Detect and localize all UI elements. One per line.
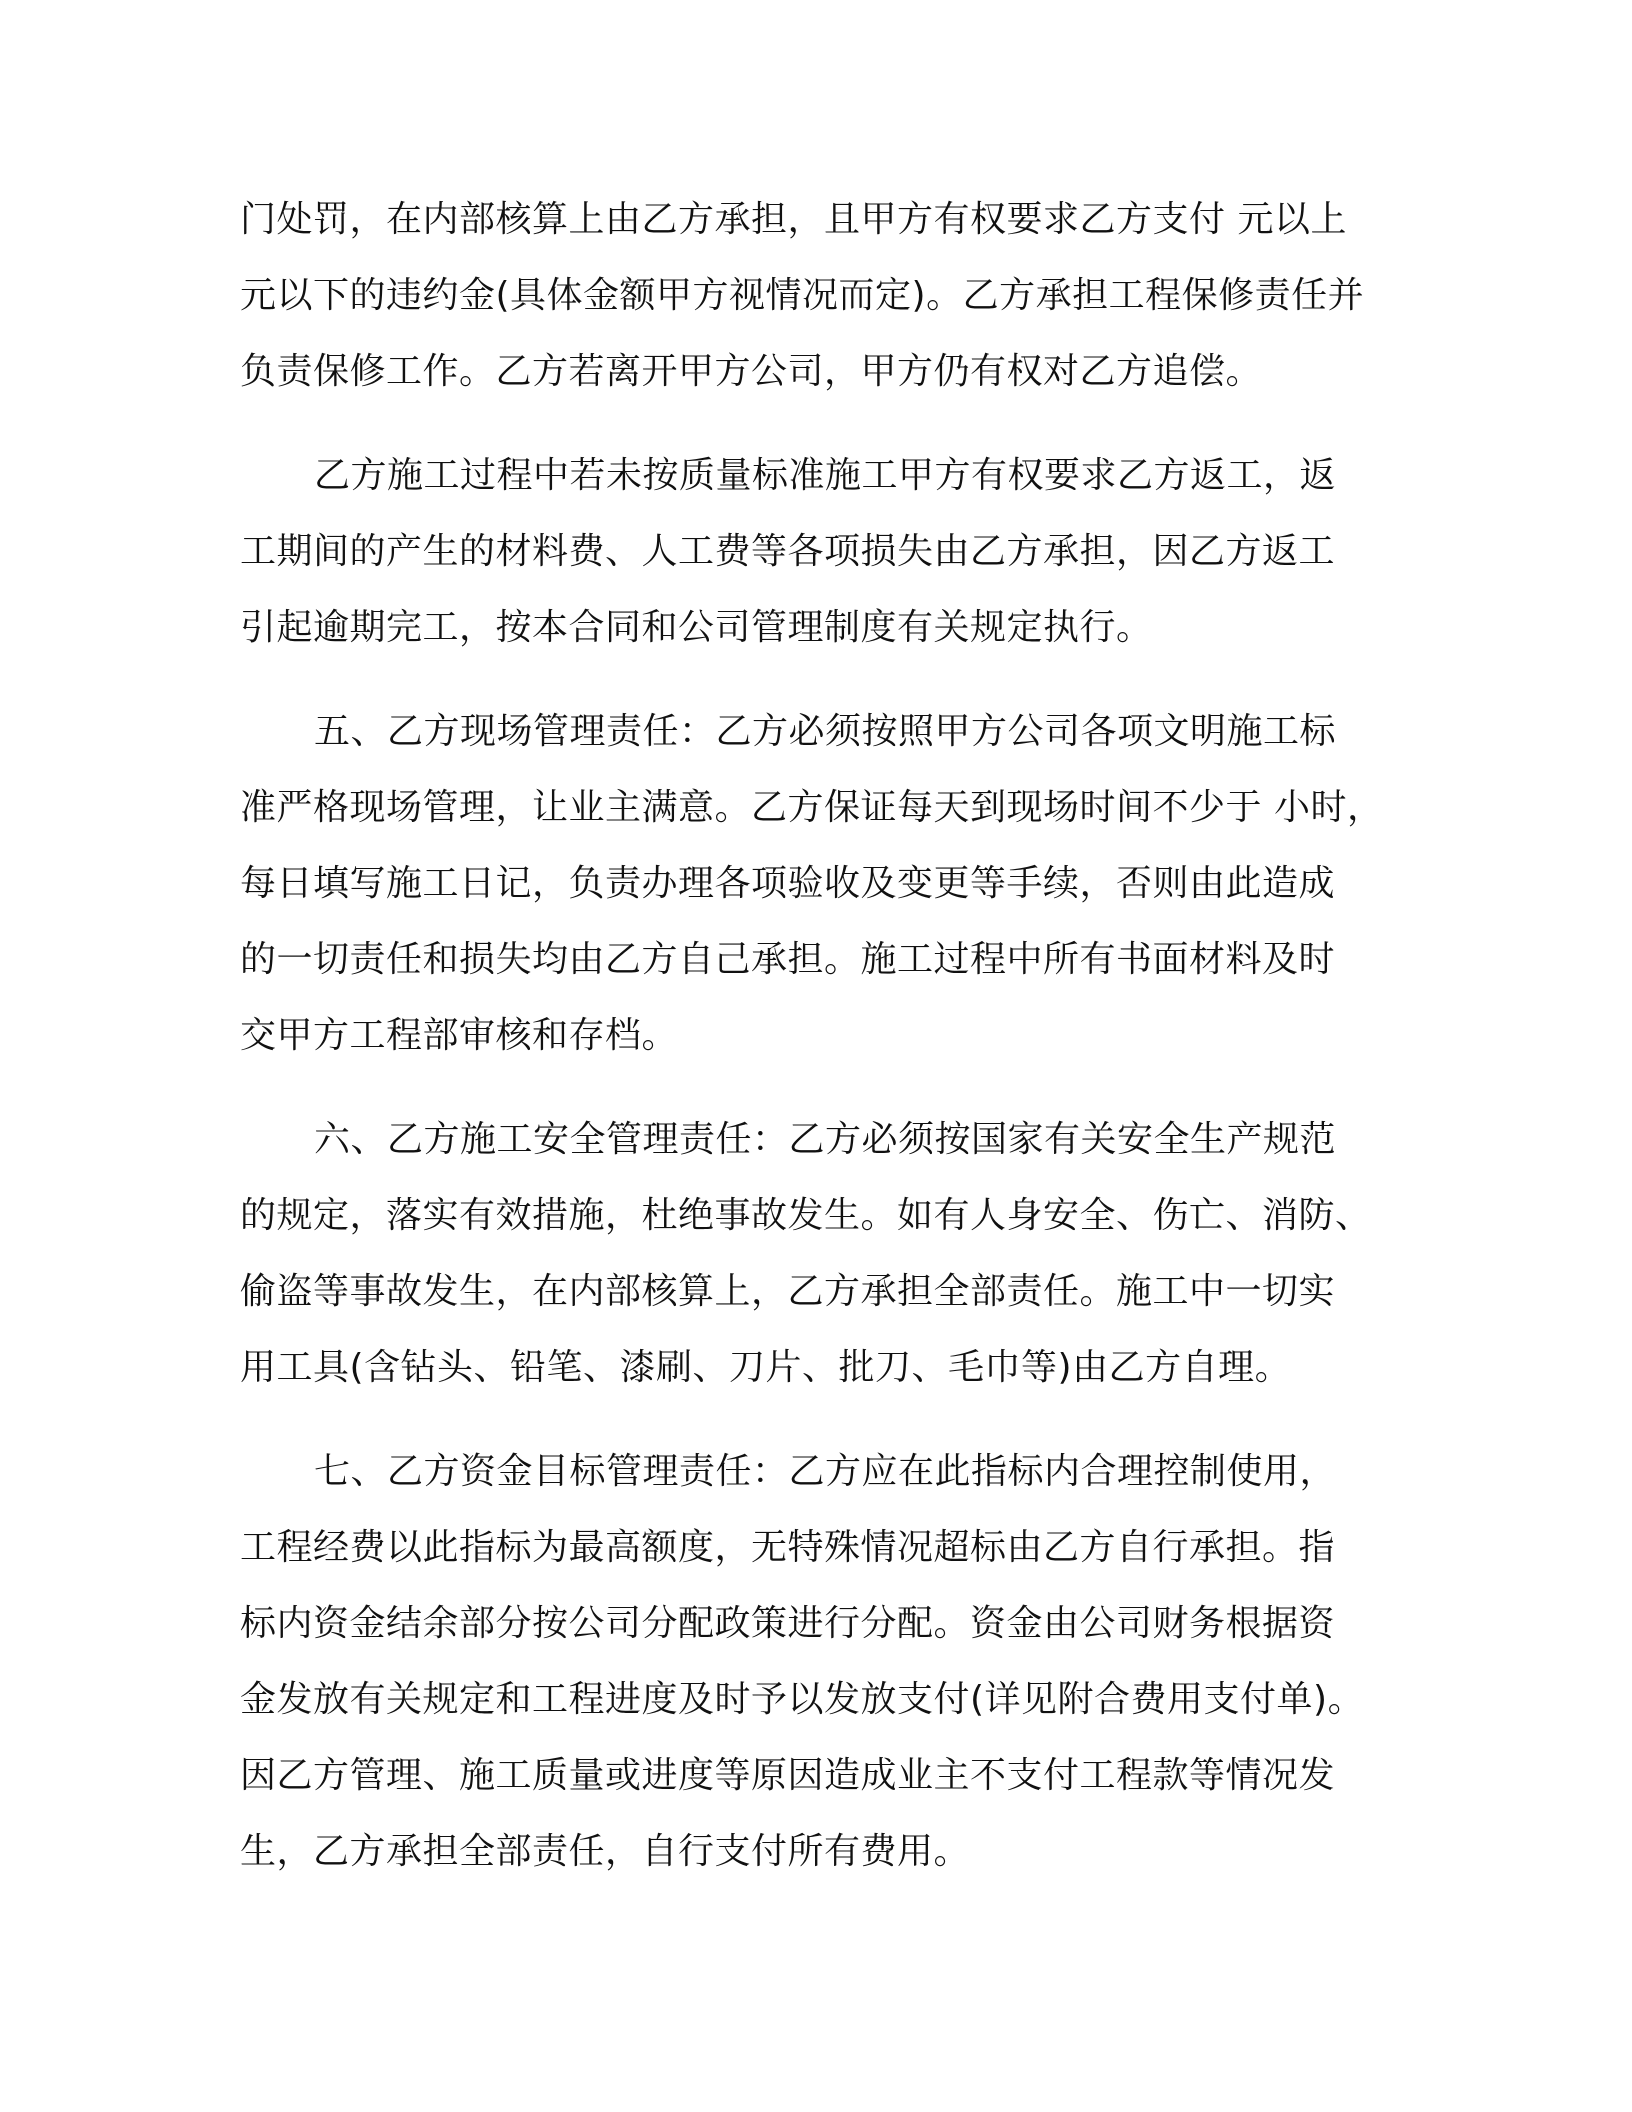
text-line: 工期间的产生的材料费、人工费等各项损失由乙方承担，因乙方返工 [240,531,1336,572]
paragraph-penalty-continuation [240,182,1410,410]
text-line: 门处罚，在内部核算上由乙方承担，且甲方有权要求乙方支付 元以上 [240,199,1347,240]
text-line: 负责保修工作。乙方若离开甲方公司，甲方仍有权对乙方追偿。 [240,351,1263,392]
text-line: 七、乙方资金目标管理责任：乙方应在此指标内合理控制使用， [314,1451,1337,1492]
text-line: 生，乙方承担全部责任，自行支付所有费用。 [240,1831,971,1872]
text-line: 偷盗等事故发生，在内部核算上，乙方承担全部责任。施工中一切实 [240,1271,1336,1312]
text-line: 交甲方工程部审核和存档。 [240,1015,679,1056]
text-line: 因乙方管理、施工质量或进度等原因造成业主不支付工程款等情况发 [240,1755,1336,1796]
text-line: 五、乙方现场管理责任：乙方必须按照甲方公司各项文明施工标 [314,711,1337,752]
text-line: 元以下的违约金(具体金额甲方视情况而定)。乙方承担工程保修责任并 [240,275,1365,316]
text-line: 六、乙方施工安全管理责任：乙方必须按国家有关安全生产规范 [314,1119,1337,1160]
paragraph-safety-management [240,1102,1410,1406]
paragraph-rework [240,438,1410,666]
text-line: 的规定，落实有效措施，杜绝事故发生。如有人身安全、伤亡、消防、 [240,1195,1372,1236]
text-line: 金发放有关规定和工程进度及时予以发放支付(详见附合费用支付单)。 [240,1679,1365,1720]
paragraph-site-management [240,694,1410,1074]
text-line: 乙方施工过程中若未按质量标准施工甲方有权要求乙方返工，返 [314,455,1337,496]
text-line: 每日填写施工日记，负责办理各项验收及变更等手续，否则由此造成 [240,863,1336,904]
text-line: 工程经费以此指标为最高额度，无特殊情况超标由乙方自行承担。指 [240,1527,1336,1568]
text-line: 准严格现场管理，让业主满意。乙方保证每天到现场时间不少于 小时， [240,787,1384,828]
paragraph-funds-management [240,1434,1410,1890]
text-line: 引起逾期完工，按本合同和公司管理制度有关规定执行。 [240,607,1153,648]
text-line: 的一切责任和损失均由乙方自己承担。施工过程中所有书面材料及时 [240,939,1336,980]
text-line: 标内资金结余部分按公司分配政策进行分配。资金由公司财务根据资 [240,1603,1336,1644]
document-body [240,182,1410,1918]
text-line: 用工具(含钻头、铅笔、漆刷、刀片、批刀、毛巾等)由乙方自理。 [240,1347,1292,1388]
